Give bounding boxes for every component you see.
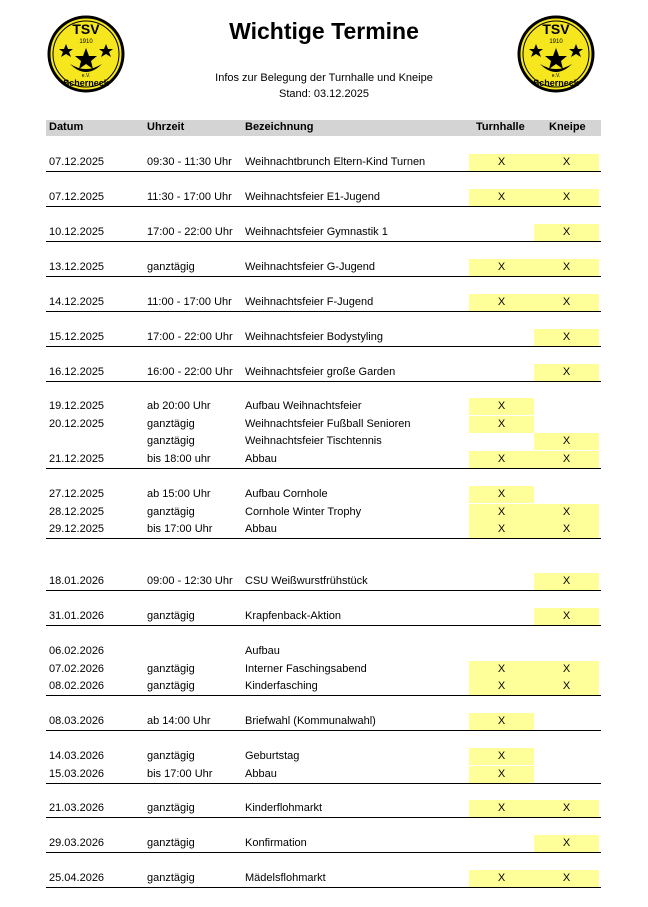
group-divider — [46, 468, 601, 469]
bezeichnung-cell: Interner Faschingsabend — [245, 662, 367, 675]
group-divider — [46, 311, 601, 312]
logo-name-text: Scherneck — [533, 78, 579, 88]
bezeichnung-cell: Weihnachtsfeier F-Jugend — [245, 296, 374, 308]
group-divider — [46, 346, 601, 347]
page-subtitle — [0, 70, 648, 102]
turnhalle-cell: X — [469, 521, 534, 538]
table-row — [46, 870, 601, 887]
uhrzeit-cell: ganztägig — [147, 750, 195, 762]
turnhalle-cell — [469, 364, 534, 381]
group-divider — [46, 206, 601, 207]
turnhalle-cell: X — [469, 748, 534, 765]
turnhalle-cell: X — [469, 154, 534, 171]
table-row — [46, 661, 601, 678]
datum-cell: 31.01.2026 — [49, 610, 105, 622]
datum-cell: 15.03.2026 — [49, 767, 105, 780]
kneipe-cell: X — [534, 224, 599, 241]
kneipe-cell — [534, 398, 599, 415]
bezeichnung-cell: Weihnachtsfeier Tischtennis — [245, 435, 382, 447]
turnhalle-cell: X — [469, 398, 534, 415]
datum-cell: 29.03.2026 — [49, 837, 105, 849]
uhrzeit-cell: 09:30 - 11:30 Uhr — [147, 156, 232, 168]
uhrzeit-cell: ganztägig — [147, 837, 195, 849]
uhrzeit-cell: ganztägig — [147, 662, 195, 675]
kneipe-cell: X — [534, 800, 599, 817]
table-row — [46, 224, 601, 241]
uhrzeit-cell: 11:30 - 17:00 Uhr — [147, 191, 232, 203]
bezeichnung-cell: Briefwahl (Kommunalwahl) — [245, 715, 376, 727]
turnhalle-cell — [469, 608, 534, 625]
bezeichnung-cell: Weihnachtsfeier große Garden — [245, 366, 396, 378]
kneipe-cell: X — [534, 521, 599, 538]
table-row — [46, 259, 601, 276]
page-title: Wichtige Termine — [229, 18, 419, 44]
table-row — [46, 486, 601, 503]
kneipe-cell — [534, 766, 599, 783]
turnhalle-cell: X — [469, 678, 534, 695]
table-row — [46, 504, 601, 521]
turnhalle-cell: X — [469, 416, 534, 433]
datum-cell: 10.12.2025 — [49, 226, 105, 238]
bezeichnung-cell: Cornhole Winter Trophy — [245, 505, 362, 518]
uhrzeit-cell: ganztägig — [147, 610, 195, 622]
uhrzeit-cell: ganztägig — [147, 505, 195, 518]
group-divider — [46, 625, 601, 626]
kneipe-cell: X — [534, 329, 599, 346]
datum-cell: 28.12.2025 — [49, 505, 105, 518]
uhrzeit-cell: 09:00 - 12:30 Uhr — [147, 575, 233, 587]
turnhalle-cell: X — [469, 504, 534, 521]
table-row — [46, 713, 601, 730]
bezeichnung-cell: Weihnachtsfeier E1-Jugend — [245, 191, 380, 203]
bezeichnung-cell: Kinderfasching — [245, 680, 318, 692]
datum-cell: 27.12.2025 — [49, 488, 105, 500]
datum-cell: 15.12.2025 — [49, 331, 105, 343]
group-divider — [46, 538, 601, 539]
turnhalle-cell — [469, 433, 534, 450]
table-row — [46, 608, 601, 625]
uhrzeit-cell: ab 15:00 Uhr — [147, 488, 211, 500]
turnhalle-cell: X — [469, 766, 534, 783]
kneipe-cell: X — [534, 573, 599, 590]
logo-year-text: 1910 — [549, 39, 563, 45]
table-row — [46, 433, 601, 450]
table-header — [46, 120, 601, 136]
group-divider — [46, 241, 601, 242]
kneipe-cell — [534, 643, 599, 660]
table-row — [46, 398, 601, 415]
datum-cell: 16.12.2025 — [49, 366, 105, 378]
uhrzeit-cell: ganztägig — [147, 435, 195, 447]
table-row — [46, 294, 601, 311]
column-header-turnhalle: Turnhalle — [476, 121, 525, 133]
turnhalle-cell: X — [469, 870, 534, 887]
bezeichnung-cell: Abbau — [245, 767, 277, 780]
kneipe-cell: X — [534, 433, 599, 450]
table-row — [46, 189, 601, 206]
table-row — [46, 573, 601, 590]
logo-tsv-text: TSV — [542, 21, 570, 37]
column-header-bezeichnung: Bezeichnung — [245, 121, 314, 133]
datum-cell: 20.12.2025 — [49, 417, 105, 430]
uhrzeit-cell: bis 18:00 uhr — [147, 452, 211, 465]
group-divider — [46, 852, 601, 853]
table-row — [46, 835, 601, 852]
uhrzeit-cell: ganztägig — [147, 417, 195, 430]
kneipe-cell: X — [534, 661, 599, 678]
table-row — [46, 800, 601, 817]
kneipe-cell — [534, 713, 599, 730]
turnhalle-cell: X — [469, 713, 534, 730]
group-divider — [46, 695, 601, 696]
uhrzeit-cell: bis 17:00 Uhr — [147, 767, 213, 780]
bezeichnung-cell: Mädelsflohmarkt — [245, 872, 326, 884]
turnhalle-cell — [469, 643, 534, 660]
kneipe-cell: X — [534, 835, 599, 852]
bezeichnung-cell: Weihnachtsfeier Gymnastik 1 — [245, 226, 388, 238]
uhrzeit-cell: ab 14:00 Uhr — [147, 715, 211, 727]
datum-cell: 19.12.2025 — [49, 400, 105, 412]
kneipe-cell: X — [534, 154, 599, 171]
kneipe-cell: X — [534, 451, 599, 468]
kneipe-cell: X — [534, 189, 599, 206]
kneipe-cell: X — [534, 364, 599, 381]
datum-cell: 21.12.2025 — [49, 452, 105, 465]
table-row — [46, 766, 601, 783]
column-header-datum: Datum — [49, 121, 84, 133]
turnhalle-cell: X — [469, 189, 534, 206]
turnhalle-cell — [469, 573, 534, 590]
turnhalle-cell: X — [469, 259, 534, 276]
kneipe-cell: X — [534, 294, 599, 311]
table-row — [46, 329, 601, 346]
table-row — [46, 451, 601, 468]
bezeichnung-cell: Geburtstag — [245, 750, 300, 762]
logo-ev-text: e.V. — [551, 73, 561, 79]
column-header-uhrzeit: Uhrzeit — [147, 121, 185, 133]
uhrzeit-cell: ganztägig — [147, 872, 195, 884]
group-divider — [46, 590, 601, 591]
turnhalle-cell — [469, 329, 534, 346]
kneipe-cell: X — [534, 504, 599, 521]
group-divider — [46, 783, 601, 784]
turnhalle-cell — [469, 224, 534, 241]
group-divider — [46, 381, 601, 382]
bezeichnung-cell: Weihnachtsfeier G-Jugend — [245, 261, 376, 273]
turnhalle-cell — [469, 835, 534, 852]
uhrzeit-cell: ganztägig — [147, 680, 195, 692]
turnhalle-cell: X — [469, 800, 534, 817]
table-row — [46, 678, 601, 695]
logo-year-text: 1910 — [79, 39, 93, 45]
uhrzeit-cell: ganztägig — [147, 802, 195, 814]
bezeichnung-cell: CSU Weißwurstfrühstück — [245, 575, 368, 587]
group-divider — [46, 817, 601, 818]
turnhalle-cell: X — [469, 486, 534, 503]
table-row — [46, 521, 601, 538]
bezeichnung-cell: Konfirmation — [245, 837, 307, 849]
table-row — [46, 643, 601, 660]
bezeichnung-cell: Aufbau Cornhole — [245, 488, 328, 500]
logo-tsv-text: TSV — [72, 21, 100, 37]
bezeichnung-cell: Aufbau Weihnachtsfeier — [245, 400, 362, 412]
uhrzeit-cell: 17:00 - 22:00 Uhr — [147, 226, 233, 238]
subtitle-stand: Stand: 03.12.2025 — [279, 88, 369, 100]
uhrzeit-cell: ab 20:00 Uhr — [147, 400, 211, 412]
turnhalle-cell: X — [469, 294, 534, 311]
turnhalle-cell: X — [469, 451, 534, 468]
bezeichnung-cell: Aufbau — [245, 645, 280, 657]
group-divider — [46, 887, 601, 888]
table-row — [46, 748, 601, 765]
group-divider — [46, 276, 601, 277]
column-header-kneipe: Kneipe — [549, 121, 586, 133]
bezeichnung-cell: Krapfenback-Aktion — [245, 610, 341, 622]
kneipe-cell: X — [534, 870, 599, 887]
bezeichnung-cell: Weihnachtsfeier Fußball Senioren — [245, 417, 411, 430]
group-divider — [46, 730, 601, 731]
kneipe-cell: X — [534, 678, 599, 695]
uhrzeit-cell: 17:00 - 22:00 Uhr — [147, 331, 233, 343]
table-row — [46, 364, 601, 381]
datum-cell: 07.02.2026 — [49, 662, 105, 675]
logo-name-text: Scherneck — [63, 78, 109, 88]
kneipe-cell — [534, 486, 599, 503]
bezeichnung-cell: Weihnachtsfeier Bodystyling — [245, 331, 383, 343]
logo-ev-text: e.V. — [81, 73, 91, 79]
bezeichnung-cell: Weihnachtbrunch Eltern-Kind Turnen — [245, 156, 426, 168]
table-row — [46, 154, 601, 171]
kneipe-cell — [534, 748, 599, 765]
datum-cell: 29.12.2025 — [49, 523, 105, 535]
table-row — [46, 416, 601, 433]
group-divider — [46, 171, 601, 172]
datum-cell: 14.12.2025 — [49, 296, 105, 308]
uhrzeit-cell: 11:00 - 17:00 Uhr — [147, 296, 232, 308]
datum-cell: 13.12.2025 — [49, 261, 105, 273]
uhrzeit-cell: ganztägig — [147, 261, 195, 273]
bezeichnung-cell: Kinderflohmarkt — [245, 802, 323, 814]
datum-cell: 07.12.2025 — [49, 191, 105, 203]
datum-cell: 08.03.2026 — [49, 715, 105, 727]
uhrzeit-cell: bis 17:00 Uhr — [147, 523, 213, 535]
kneipe-cell: X — [534, 608, 599, 625]
kneipe-cell: X — [534, 259, 599, 276]
datum-cell: 21.03.2026 — [49, 802, 105, 814]
subtitle-info: Infos zur Belegung der Turnhalle und Kneipe — [215, 72, 433, 84]
turnhalle-cell: X — [469, 661, 534, 678]
datum-cell: 14.03.2026 — [49, 750, 105, 762]
datum-cell: 06.02.2026 — [49, 645, 105, 657]
datum-cell: 25.04.2026 — [49, 872, 105, 884]
uhrzeit-cell: 16:00 - 22:00 Uhr — [147, 366, 233, 378]
datum-cell: 07.12.2025 — [49, 156, 105, 168]
datum-cell: 08.02.2026 — [49, 680, 105, 692]
bezeichnung-cell: Abbau — [245, 452, 277, 465]
kneipe-cell — [534, 416, 599, 433]
datum-cell: 18.01.2026 — [49, 575, 105, 587]
bezeichnung-cell: Abbau — [245, 523, 277, 535]
